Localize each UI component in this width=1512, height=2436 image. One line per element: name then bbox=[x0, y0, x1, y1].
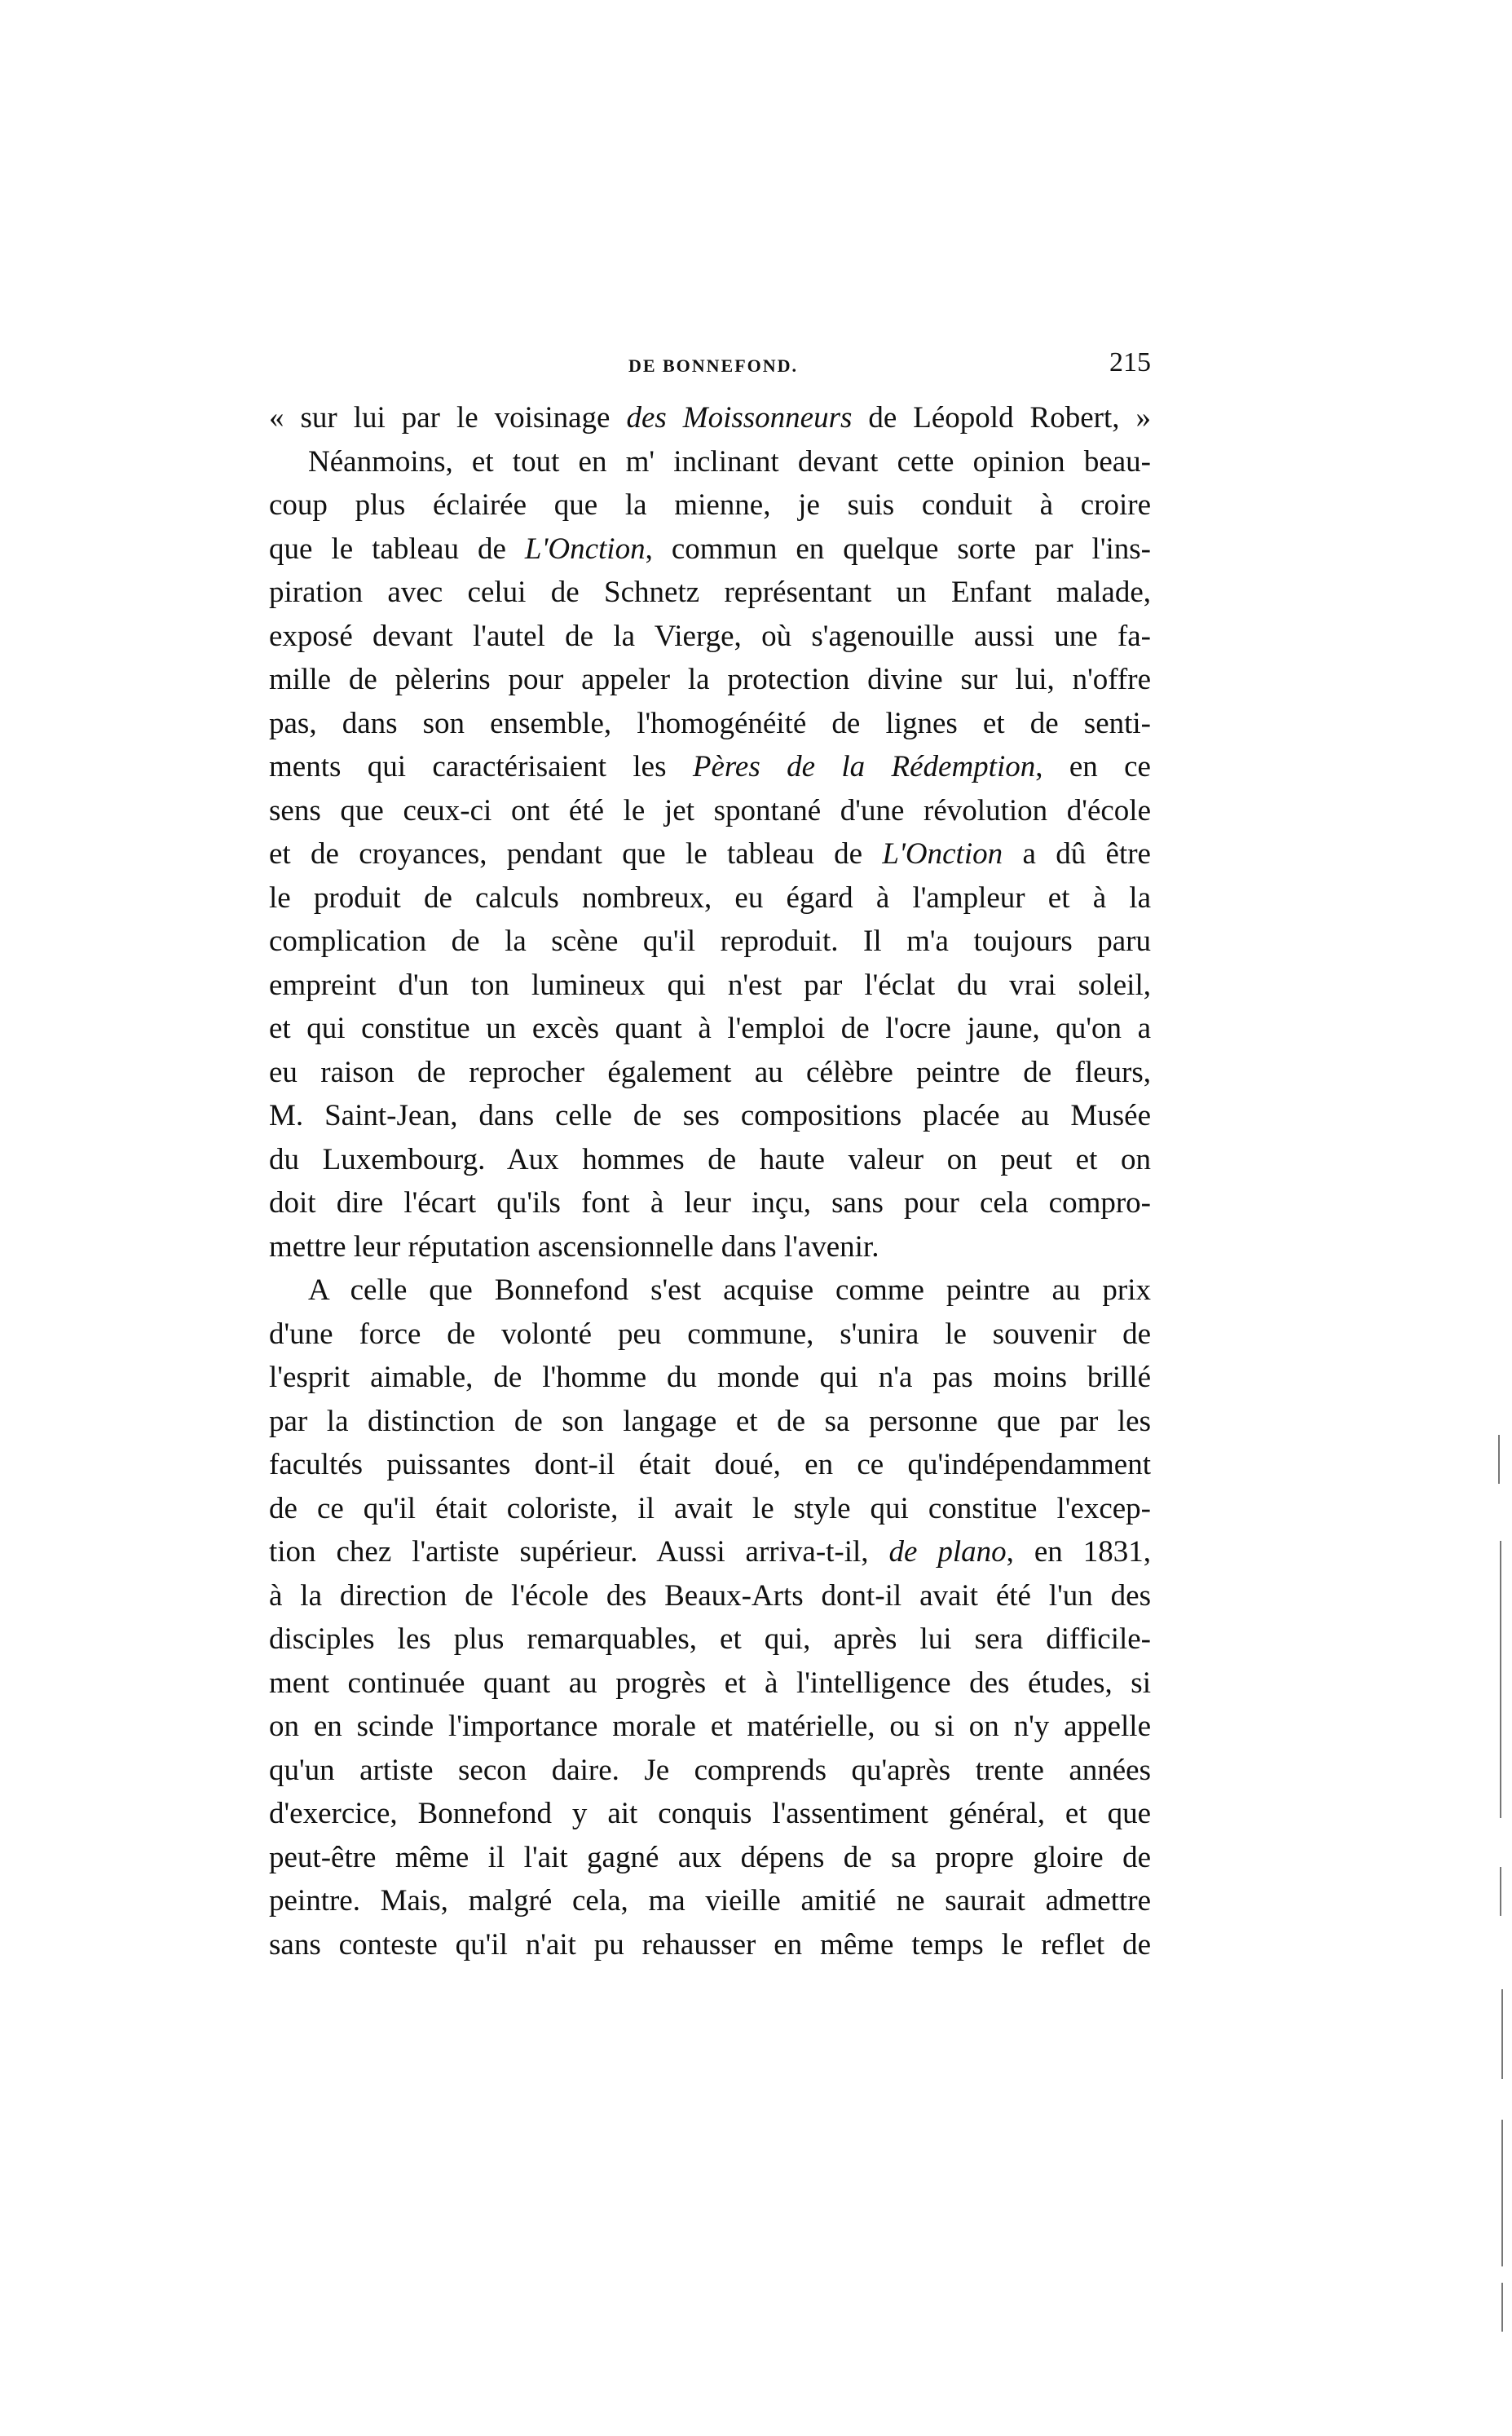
text-segment: peintre. Mais, malgré cela, ma vieille amitié ne saurait admettre bbox=[269, 1884, 1151, 1917]
text-segment: A celle que Bonnefond s'est acquise comme peintre au prix bbox=[308, 1273, 1151, 1307]
text-segment: M. Saint-Jean, dans celle de ses compositions placée au Musée bbox=[269, 1099, 1151, 1132]
text-segment: , commun en quelque sorte par l'ins- bbox=[645, 532, 1151, 566]
text-segment: à la direction de l'école des Beaux-Arts dont-il avait été l'un des bbox=[269, 1578, 1151, 1613]
text-segment: , en ce bbox=[1035, 750, 1151, 783]
text-line bbox=[269, 1356, 1151, 1400]
text-line bbox=[269, 1094, 1151, 1138]
text-line bbox=[269, 396, 1151, 440]
text-segment: peut-être même il l'ait gagné aux dépens de sa propre gloire de bbox=[269, 1840, 1151, 1874]
scan-edge-mark bbox=[1500, 1867, 1501, 1916]
text-segment: empreint d'un ton lumineux qui n'est par l'éclat du vrai soleil, bbox=[269, 968, 1151, 1002]
scan-edge-mark bbox=[1500, 1541, 1501, 1818]
text-segment: de Léopold Robert, » bbox=[852, 401, 1151, 435]
text-line bbox=[269, 789, 1151, 833]
text-segment: par la distinction de son langage et de sa personne que par les bbox=[269, 1404, 1151, 1438]
text-segment: tion chez l'artiste supérieur. Aussi arriva-t-il, bbox=[269, 1535, 889, 1569]
text-segment: qu'un artiste secon daire. Je comprends qu'après trente années bbox=[269, 1753, 1151, 1787]
text-line bbox=[269, 1530, 1151, 1574]
text-line bbox=[269, 1051, 1151, 1095]
text-line bbox=[269, 615, 1151, 659]
text-line bbox=[269, 1617, 1151, 1662]
text-segment: Néanmoins, et tout en m' inclinant devant cette opinion beau- bbox=[308, 444, 1151, 479]
text-line bbox=[269, 920, 1151, 964]
italic-title: de plano bbox=[888, 1535, 1007, 1569]
text-line bbox=[269, 1007, 1151, 1051]
text-line bbox=[269, 1269, 1151, 1313]
body-text bbox=[269, 396, 1151, 1966]
text-line bbox=[269, 1313, 1151, 1357]
scan-edge-mark bbox=[1501, 2283, 1503, 2332]
running-title: DE BONNEFOND. bbox=[628, 355, 799, 376]
text-segment: piration avec celui de Schnetz représentant un Enfant malade, bbox=[269, 576, 1151, 609]
text-line bbox=[269, 1923, 1151, 1967]
text-line bbox=[269, 1705, 1151, 1749]
text-segment: que le tableau de bbox=[269, 532, 525, 566]
italic-title: L'Onction bbox=[524, 532, 646, 566]
text-segment: , en 1831, bbox=[1006, 1535, 1151, 1569]
text-line bbox=[269, 1836, 1151, 1880]
text-line bbox=[269, 745, 1151, 789]
text-segment: de ce qu'il était coloriste, il avait le style qui constitue l'excep- bbox=[269, 1491, 1151, 1525]
text-line bbox=[269, 1662, 1151, 1706]
text-segment: complication de la scène qu'il reproduit. Il m'a toujours paru bbox=[269, 925, 1151, 958]
text-line bbox=[269, 1138, 1151, 1182]
text-segment: « sur lui par le voisinage bbox=[269, 401, 627, 435]
text-segment: d'une force de volonté peu commune, s'unira le souvenir de bbox=[269, 1317, 1151, 1351]
text-segment: coup plus éclairée que la mienne, je suis conduit à croire bbox=[269, 488, 1151, 522]
text-line bbox=[269, 702, 1151, 746]
text-line bbox=[269, 1792, 1151, 1836]
text-segment: et de croyances, pendant que le tableau de bbox=[269, 837, 883, 871]
scan-edge-mark bbox=[1501, 1989, 1503, 2079]
text-segment: eu raison de reprocher également au célèbre peintre de fleurs, bbox=[269, 1055, 1151, 1089]
text-line bbox=[269, 1181, 1151, 1225]
text-line bbox=[269, 1879, 1151, 1923]
scan-edge-mark bbox=[1498, 1435, 1500, 1484]
text-segment: d'exercice, Bonnefond y ait conquis l'assentiment général, et que bbox=[269, 1797, 1151, 1830]
text-line bbox=[269, 832, 1151, 876]
text-line bbox=[269, 483, 1151, 527]
italic-title: des Moissonneurs bbox=[626, 401, 853, 435]
text-line bbox=[269, 1225, 1151, 1269]
text-line bbox=[269, 1487, 1151, 1531]
text-line bbox=[269, 876, 1151, 920]
text-segment: disciples les plus remarquables, et qui, après lui sera difficile- bbox=[269, 1622, 1151, 1656]
text-segment: mettre leur réputation ascensionnelle dans l'avenir. bbox=[269, 1229, 879, 1264]
text-segment: mille de pèlerins pour appeler la protection divine sur lui, n'offre bbox=[269, 663, 1151, 696]
text-line bbox=[269, 964, 1151, 1008]
text-segment: facultés puissantes dont-il était doué, en ce qu'indépendamment bbox=[269, 1448, 1151, 1481]
text-segment: on en scinde l'importance morale et matérielle, ou si on n'y appelle bbox=[269, 1710, 1151, 1743]
text-segment: et qui constitue un excès quant à l'emploi de l'ocre jaune, qu'on a bbox=[269, 1012, 1151, 1045]
text-line bbox=[269, 571, 1151, 615]
text-segment: l'esprit aimable, de l'homme du monde qui n'a pas moins brillé bbox=[269, 1361, 1151, 1394]
text-segment: du Luxembourg. Aux hommes de haute valeur on peut et on bbox=[269, 1142, 1151, 1176]
scan-edge-mark bbox=[1501, 2120, 1503, 2266]
page-number: 215 bbox=[1109, 347, 1151, 377]
italic-title: Pères de la Rédemption bbox=[692, 750, 1036, 783]
text-segment: le produit de calculs nombreux, eu égard à l'ampleur et à la bbox=[269, 880, 1151, 915]
text-line bbox=[269, 527, 1151, 571]
text-segment: sans conteste qu'il n'ait pu rehausser en même temps le reflet de bbox=[269, 1927, 1151, 1962]
text-line bbox=[269, 1574, 1151, 1618]
text-segment: pas, dans son ensemble, l'homogénéité de lignes et de senti- bbox=[269, 706, 1151, 740]
text-segment: doit dire l'écart qu'ils font à leur inçu, sans pour cela compro- bbox=[269, 1186, 1151, 1220]
text-segment: sens que ceux-ci ont été le jet spontané d'une révolution d'école bbox=[269, 793, 1151, 827]
text-line bbox=[269, 440, 1151, 484]
text-line bbox=[269, 1443, 1151, 1487]
italic-title: L'Onction bbox=[882, 837, 1003, 871]
text-line bbox=[269, 658, 1151, 702]
text-line bbox=[269, 1749, 1151, 1793]
text-segment: a dû être bbox=[1003, 837, 1151, 871]
text-segment: ments qui caractérisaient les bbox=[269, 750, 693, 783]
text-line bbox=[269, 1400, 1151, 1444]
text-segment: ment continuée quant au progrès et à l'intelligence des études, si bbox=[269, 1666, 1151, 1700]
text-segment: exposé devant l'autel de la Vierge, où s'agenouille aussi une fa- bbox=[269, 619, 1151, 653]
